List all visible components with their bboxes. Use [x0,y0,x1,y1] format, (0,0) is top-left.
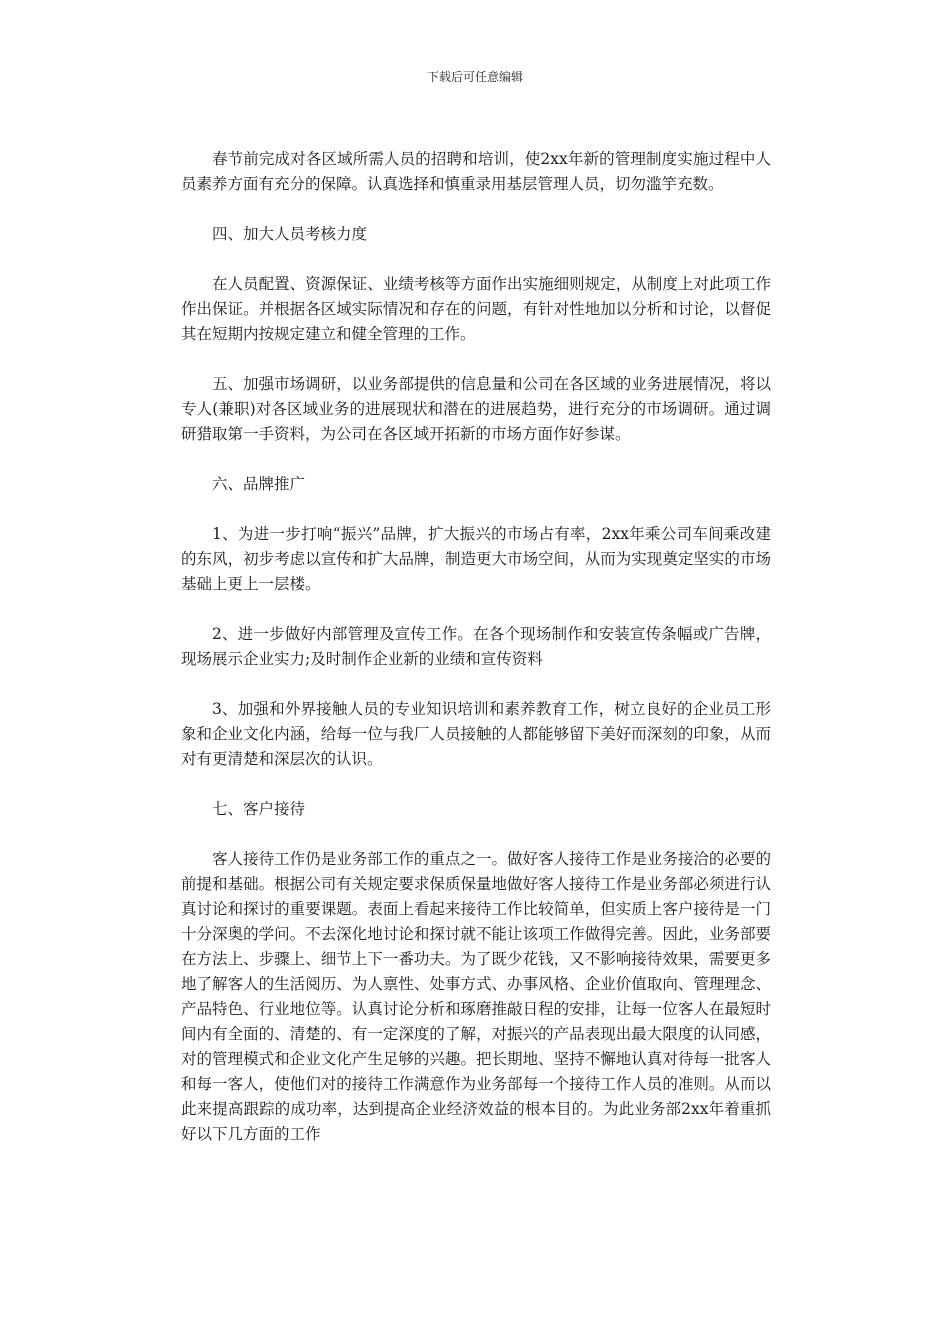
section-heading-4: 四、加大人员考核力度 [212,225,368,243]
page-header: 下载后可任意编辑 [426,70,523,84]
paragraph-recruitment: 春节前完成对各区域所需人员的招聘和培训，使2xx年新的管理制度实施过程中人员素养方面有充分的保障。认真选择和慎重录用基层管理人员，切勿滥竽充数。 [181,150,771,193]
section-heading-7: 七、客户接待 [212,800,306,818]
paragraph-brand-item-1: 1、为进一步打响“振兴”品牌，扩大振兴的市场占有率，2xx年乘公司车间乘改建的东风，初步考虑以宣传和扩大品牌，制造更大市场空间，从而为实现奠定坚实的市场基础上更上一层楼。 [181,525,771,593]
paragraph-market-research: 五、加强市场调研，以业务部提供的信息量和公司在各区域的业务进展情况，将以专人(兼职)对各区域业务的进展现状和潜在的进展趋势，进行充分的市场调研。通过调研猎取第一手资料，为公司在各区域开拓新的市场方面作好参谋。 [181,375,771,443]
paragraph-assessment: 在人员配置、资源保证、业绩考核等方面作出实施细则规定，从制度上对此项工作作出保证。并根据各区域实际情况和存在的问题，有针对性地加以分析和讨论，以督促其在短期内按规定建立和健全管理的工作。 [181,275,771,343]
paragraph-brand-item-2: 2、进一步做好内部管理及宣传工作。在各个现场制作和安装宣传条幅或广告牌，现场展示企业实力;及时制作企业新的业绩和宣传资料 [181,625,771,668]
document-body [181,147,771,1147]
section-heading-6: 六、品牌推广 [212,475,306,493]
paragraph-reception: 客人接待工作仍是业务部工作的重点之一。做好客人接待工作是业务接洽的必要的前提和基础。根据公司有关规定要求保质保量地做好客人接待工作是业务部必须进行认真讨论和探讨的重要课题。表面上看起来接待工作比较简单，但实质上客户接待是一门十分深奥的学问。不去深化地讨论和探讨就不能让该项工作做得完善。因此，业务部要在方法上、步骤上、细节上下一番功夫。为了既少花钱，又不影响接待效果，需要更多地了解客人的生活阅历、为人禀性、处事方式、办事风格、企业价值取向、管理理念、产品特色、行业地位等。认真讨论分析和琢磨推敲日程的安排，让每一位客人在最短时间内有全面的、清楚的、有一定深度的了解，对振兴的产品表现出最大限度的认同感，对的管理模式和企业文化产生足够的兴趣。把长期地、坚持不懈地认真对待每一批客人和每一客人，使他们对的接待工作满意作为业务部每一个接待工作人员的准则。从而以此来提高跟踪的成功率，达到提高企业经济效益的根本目的。为此业务部2xx年着重抓好以下几方面的工作 [181,850,771,1143]
paragraph-brand-item-3: 3、加强和外界接触人员的专业知识培训和素养教育工作，树立良好的企业员工形象和企业文化内涵，给每一位与我厂人员接触的人都能够留下美好而深刻的印象，从而对有更清楚和深层次的认识。 [181,700,771,768]
